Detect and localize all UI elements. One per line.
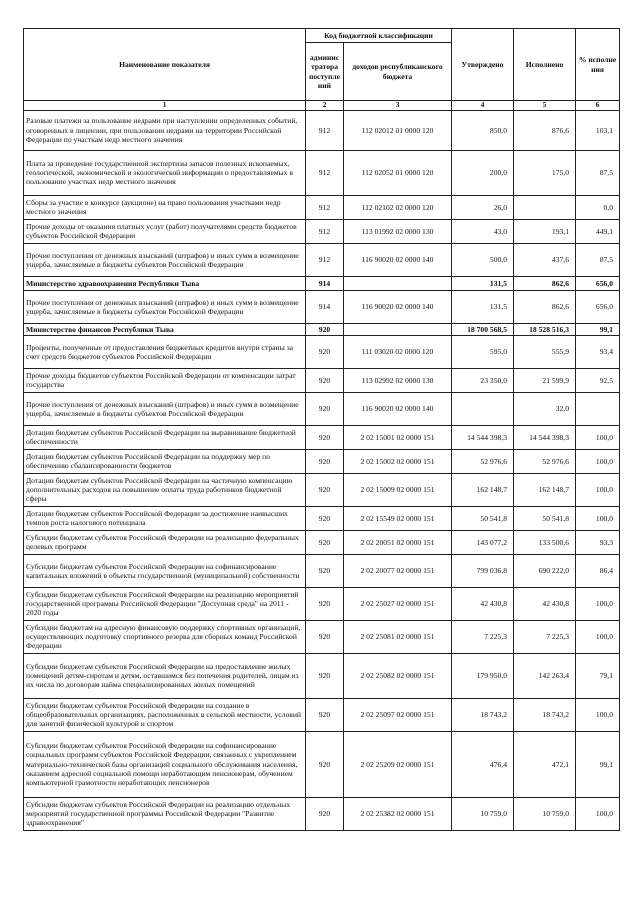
row-approved-cell: 595,0	[452, 335, 514, 368]
row-executed-cell: 555,9	[514, 335, 576, 368]
row-name-cell: Прочие поступления от денежных взысканий (штрафов) и иных сумм в возмещение ущерба, зачисляемые в бюджеты субъектов Российской Федерации	[24, 290, 306, 323]
col-number: 2	[306, 101, 344, 111]
row-name-cell: Субсидии бюджетам субъектов Российской Федерации на софинансирование социальных программ субъектов Российской Федерации, связанных с укреплением материально-технической базы организаций социального обслуживания населения, оказанием адресной социальной помощи неработающим пенсионерам, обучением компьютерной грамотности неработающих пенсионеров	[24, 731, 306, 797]
table-row	[24, 554, 620, 587]
row-percent-cell: 99,1	[576, 731, 620, 797]
row-percent-cell: 100,0	[576, 425, 620, 449]
row-name-cell: Прочие поступления от денежных взысканий (штрафов) и иных сумм в возмещение ущерба, зачисляемые в бюджеты субъектов Российской Федерации	[24, 392, 306, 425]
row-income-code-cell: 2 02 25081 02 0000 151	[344, 620, 452, 653]
row-approved-cell: 7 225,3	[452, 620, 514, 653]
row-name-cell: Дотации бюджетам субъектов Российской Федерации на выравнивание бюджетной обеспеченности	[24, 425, 306, 449]
row-admin-code-cell: 912	[306, 110, 344, 150]
row-admin-code-cell: 912	[306, 243, 344, 276]
row-income-code-cell: 113 01992 02 0000 130	[344, 219, 452, 243]
row-name-cell: Субсидии бюджетам на адресную финансовую поддержку спортивных организаций, осуществляющих подготовку спортивного резерва для сборных команд Российской Федерации	[24, 620, 306, 653]
header-budget-code: Код бюджетной классификации	[306, 29, 452, 43]
row-approved-cell: 50 541,8	[452, 506, 514, 530]
row-name-cell: Субсидии бюджетам субъектов Российской Федерации на предоставление жилых помещений детям-сиротам и детям, оставшимся без попечения родителей, лицам из их числа по договорам найма специализированных жилых помещений	[24, 653, 306, 698]
row-income-code-cell: 2 02 20051 02 0000 151	[344, 530, 452, 554]
row-approved-cell: 18 700 568,5	[452, 323, 514, 335]
row-approved-cell: 43,0	[452, 219, 514, 243]
table-row	[24, 368, 620, 392]
table-row	[24, 620, 620, 653]
row-percent-cell	[576, 392, 620, 425]
row-income-code-cell: 2 02 15002 02 0000 151	[344, 449, 452, 473]
row-percent-cell: 99,1	[576, 323, 620, 335]
row-name-cell: Министерство финансов Республики Тыва	[24, 323, 306, 335]
header-income: доходов республиканского бюджета	[344, 43, 452, 101]
row-percent-cell: 86,4	[576, 554, 620, 587]
row-name-cell: Субсидии бюджетам субъектов Российской Федерации на реализацию федеральных целевых программ	[24, 530, 306, 554]
row-approved-cell: 162 148,7	[452, 473, 514, 506]
row-percent-cell: 92,5	[576, 368, 620, 392]
row-name-cell: Субсидии бюджетам субъектов Российской Федерации на реализацию мероприятий государственной программы Российской Федерации "Доступная среда" на 2011 - 2020 годы	[24, 587, 306, 620]
row-income-code-cell: 2 02 25027 02 0000 151	[344, 587, 452, 620]
row-income-code-cell: 2 02 25209 02 0000 151	[344, 731, 452, 797]
budget-table	[23, 28, 620, 831]
row-income-code-cell: 113 02992 02 0000 130	[344, 368, 452, 392]
row-admin-code-cell: 920	[306, 392, 344, 425]
row-executed-cell: 162 148,7	[514, 473, 576, 506]
header-name: Наименование показателя	[24, 29, 306, 101]
row-income-code-cell: 2 02 15549 02 0000 151	[344, 506, 452, 530]
header-admin: админис тратора поступле ний	[306, 43, 344, 101]
row-executed-cell: 18 743,2	[514, 698, 576, 731]
table-row	[24, 110, 620, 150]
row-admin-code-cell: 920	[306, 335, 344, 368]
row-income-code-cell: 2 02 15001 02 0000 151	[344, 425, 452, 449]
row-executed-cell: 862,6	[514, 276, 576, 290]
table-row	[24, 425, 620, 449]
row-admin-code-cell: 920	[306, 620, 344, 653]
row-percent-cell: 656,0	[576, 276, 620, 290]
row-approved-cell: 52 976,6	[452, 449, 514, 473]
row-income-code-cell: 111 03020 02 0000 120	[344, 335, 452, 368]
row-income-code-cell: 112 02102 02 0000 120	[344, 195, 452, 219]
row-executed-cell: 21 599,9	[514, 368, 576, 392]
row-executed-cell: 32,0	[514, 392, 576, 425]
table-row	[24, 392, 620, 425]
row-approved-cell: 179 950,0	[452, 653, 514, 698]
row-percent-cell: 656,0	[576, 290, 620, 323]
row-admin-code-cell: 920	[306, 653, 344, 698]
row-approved-cell: 26,0	[452, 195, 514, 219]
table-row	[24, 473, 620, 506]
row-percent-cell: 100,0	[576, 620, 620, 653]
row-approved-cell: 18 743,2	[452, 698, 514, 731]
table-row	[24, 653, 620, 698]
row-approved-cell: 500,0	[452, 243, 514, 276]
row-approved-cell: 23 350,0	[452, 368, 514, 392]
row-executed-cell: 175,0	[514, 150, 576, 195]
row-name-cell: Сборы за участие в конкурсе (аукционе) на право пользования участками недр местного значения	[24, 195, 306, 219]
row-approved-cell: 42 430,8	[452, 587, 514, 620]
row-percent-cell: 93,4	[576, 335, 620, 368]
row-executed-cell: 14 544 398,3	[514, 425, 576, 449]
row-admin-code-cell: 912	[306, 219, 344, 243]
row-name-cell: Субсидии бюджетам субъектов Российской Федерации на реализацию отдельных мероприятий государственной программы Российской Федерации "Развитие здравоохранения"	[24, 797, 306, 830]
row-admin-code-cell: 920	[306, 506, 344, 530]
row-percent-cell: 100,0	[576, 797, 620, 830]
table-row	[24, 506, 620, 530]
row-percent-cell: 93,3	[576, 530, 620, 554]
row-name-cell: Плата за проведение государственной экспертизы запасов полезных ископаемых, геологической, экономической и экологической информации о предоставляемых в пользование участках недр местного значения	[24, 150, 306, 195]
row-executed-cell	[514, 195, 576, 219]
row-executed-cell: 876,6	[514, 110, 576, 150]
row-executed-cell: 10 759,0	[514, 797, 576, 830]
row-percent-cell: 100,0	[576, 473, 620, 506]
row-name-cell: Субсидии бюджетам субъектов Российской Федерации на софинансирование капитальных вложений в объекты государственной (муниципальной) собственности	[24, 554, 306, 587]
row-income-code-cell	[344, 276, 452, 290]
row-admin-code-cell: 912	[306, 195, 344, 219]
row-percent-cell: 100,0	[576, 698, 620, 731]
table-row	[24, 219, 620, 243]
row-executed-cell: 50 541,8	[514, 506, 576, 530]
row-income-code-cell: 116 90020 02 0000 140	[344, 392, 452, 425]
row-admin-code-cell: 920	[306, 797, 344, 830]
row-income-code-cell: 2 02 25382 02 0000 151	[344, 797, 452, 830]
row-name-cell: Министерство здравоохранения Республики Тыва	[24, 276, 306, 290]
row-name-cell: Прочие доходы бюджетов субъектов Российской Федерации от компенсации затрат государства	[24, 368, 306, 392]
table-row	[24, 797, 620, 830]
row-executed-cell: 133 500,6	[514, 530, 576, 554]
row-name-cell: Разовые платежи за пользование недрами при наступлении определенных событий, оговоренных в лицензии, при пользовании недрами на территории Российской Федерации по участкам недр местного значения	[24, 110, 306, 150]
row-executed-cell: 437,6	[514, 243, 576, 276]
table-row	[24, 698, 620, 731]
row-admin-code-cell: 920	[306, 554, 344, 587]
table-row	[24, 276, 620, 290]
row-admin-code-cell: 920	[306, 368, 344, 392]
row-admin-code-cell: 920	[306, 587, 344, 620]
col-number: 5	[514, 101, 576, 111]
row-percent-cell: 100,0	[576, 449, 620, 473]
header-approved: Утверждено	[452, 29, 514, 101]
row-admin-code-cell: 920	[306, 530, 344, 554]
table-row	[24, 195, 620, 219]
row-approved-cell: 10 759,0	[452, 797, 514, 830]
row-name-cell: Проценты, полученные от предоставления бюджетных кредитов внутри страны за счет средств бюджетов субъектов Российской Федерации	[24, 335, 306, 368]
row-admin-code-cell: 920	[306, 731, 344, 797]
row-income-code-cell: 116 90020 02 0000 140	[344, 290, 452, 323]
row-approved-cell: 850,0	[452, 110, 514, 150]
table-row	[24, 731, 620, 797]
row-admin-code-cell: 920	[306, 425, 344, 449]
row-percent-cell: 87,5	[576, 243, 620, 276]
row-approved-cell: 799 036,8	[452, 554, 514, 587]
row-admin-code-cell: 914	[306, 276, 344, 290]
budget-report-page	[23, 28, 619, 831]
col-number: 3	[344, 101, 452, 111]
row-approved-cell: 14 544 398,3	[452, 425, 514, 449]
row-percent-cell: 100,0	[576, 506, 620, 530]
row-percent-cell: 79,1	[576, 653, 620, 698]
row-income-code-cell: 112 02012 01 0000 120	[344, 110, 452, 150]
row-name-cell: Прочие доходы от оказания платных услуг (работ) получателями средств бюджетов субъектов Российской Федерации	[24, 219, 306, 243]
row-income-code-cell	[344, 323, 452, 335]
header-executed: Исполнено	[514, 29, 576, 101]
row-approved-cell: 143 077,2	[452, 530, 514, 554]
col-number: 4	[452, 101, 514, 111]
table-body	[24, 110, 620, 830]
row-executed-cell: 18 528 516,3	[514, 323, 576, 335]
row-percent-cell: 100,0	[576, 587, 620, 620]
row-income-code-cell: 116 90020 02 0000 140	[344, 243, 452, 276]
table-header	[24, 29, 620, 111]
row-income-code-cell: 2 02 25082 02 0000 151	[344, 653, 452, 698]
row-name-cell: Дотации бюджетам субъектов Российской Федерации на частичную компенсацию дополнительных расходов на повышение оплаты труда работников бюджетной сферы	[24, 473, 306, 506]
table-row	[24, 150, 620, 195]
row-executed-cell: 52 976,6	[514, 449, 576, 473]
row-executed-cell: 7 225,3	[514, 620, 576, 653]
row-executed-cell: 142 263,4	[514, 653, 576, 698]
row-name-cell: Субсидии бюджетам субъектов Российской Федерации на создание в общеобразовательных организациях, расположенных в сельской местности, условий для занятий физической культурой и спортом	[24, 698, 306, 731]
row-name-cell: Дотации бюджетам субъектов Российской Федерации за достижение наивысших темпов роста налогового потенциала	[24, 506, 306, 530]
row-approved-cell: 131,5	[452, 290, 514, 323]
row-approved-cell: 200,0	[452, 150, 514, 195]
row-admin-code-cell: 920	[306, 698, 344, 731]
row-executed-cell: 193,1	[514, 219, 576, 243]
row-admin-code-cell: 920	[306, 473, 344, 506]
row-admin-code-cell: 920	[306, 449, 344, 473]
row-approved-cell: 131,5	[452, 276, 514, 290]
row-income-code-cell: 2 02 15009 02 0000 151	[344, 473, 452, 506]
row-admin-code-cell: 914	[306, 290, 344, 323]
table-row	[24, 530, 620, 554]
row-percent-cell: 0,0	[576, 195, 620, 219]
row-percent-cell: 103,1	[576, 110, 620, 150]
table-row	[24, 449, 620, 473]
row-approved-cell: 476,4	[452, 731, 514, 797]
header-percent: % исполне ния	[576, 29, 620, 101]
row-approved-cell	[452, 392, 514, 425]
col-number: 6	[576, 101, 620, 111]
row-percent-cell: 449,1	[576, 219, 620, 243]
table-row	[24, 243, 620, 276]
row-admin-code-cell: 920	[306, 323, 344, 335]
row-admin-code-cell: 912	[306, 150, 344, 195]
table-row	[24, 587, 620, 620]
row-name-cell: Дотации бюджетам субъектов Российской Федерации на поддержку мер по обеспечению сбалансированности бюджетов	[24, 449, 306, 473]
col-number: 1	[24, 101, 306, 111]
row-executed-cell: 862,6	[514, 290, 576, 323]
row-income-code-cell: 112 02052 01 0000 120	[344, 150, 452, 195]
table-row	[24, 335, 620, 368]
row-executed-cell: 42 430,8	[514, 587, 576, 620]
row-executed-cell: 472,1	[514, 731, 576, 797]
row-percent-cell: 87,5	[576, 150, 620, 195]
table-row	[24, 290, 620, 323]
row-name-cell: Прочие поступления от денежных взысканий (штрафов) и иных сумм в возмещение ущерба, зачисляемые в бюджеты субъектов Российской Федерации	[24, 243, 306, 276]
row-executed-cell: 690 222,0	[514, 554, 576, 587]
row-income-code-cell: 2 02 20077 02 0000 151	[344, 554, 452, 587]
row-income-code-cell: 2 02 25097 02 0000 151	[344, 698, 452, 731]
table-row	[24, 323, 620, 335]
